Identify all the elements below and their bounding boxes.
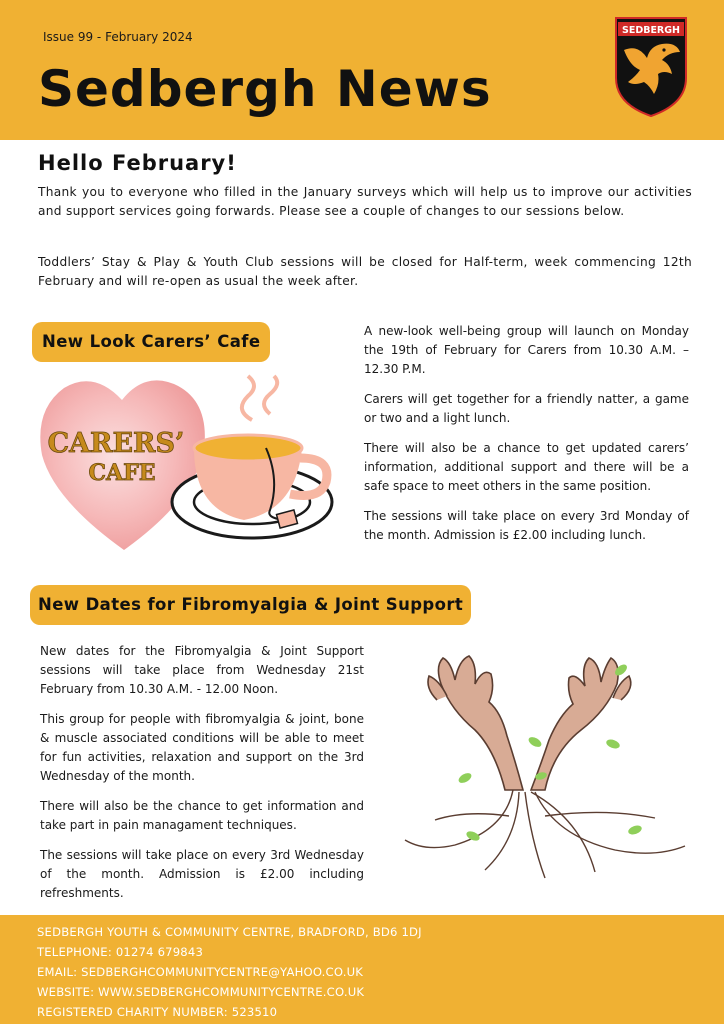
right-hand-icon	[531, 658, 631, 790]
cafe-logo-line1: CARERS’	[47, 428, 185, 459]
footer-banner	[0, 915, 724, 1024]
fibro-paragraph: The sessions will take place on every 3rd Wednesday of the month. Admission is £2.00 including refreshments.	[40, 848, 364, 900]
footer-charity-number: REGISTERED CHARITY NUMBER: 523510	[37, 1005, 278, 1019]
cafe-description	[364, 322, 689, 556]
hands-roots-illustration	[385, 640, 695, 885]
sedbergh-badge-logo	[614, 16, 688, 118]
cafe-paragraph: There will also be a chance to get updated carers’ information, additional support and there will be a safe space to meet others in the same position.	[364, 441, 689, 493]
fibro-paragraph: There will also be the chance to get information and take part in pain managament techniques.	[40, 799, 364, 832]
footer-telephone: TELEPHONE: 01274 679843	[37, 945, 204, 959]
greeting-heading: Hello February!	[38, 151, 237, 175]
footer-address: SEDBERGH YOUTH & COMMUNITY CENTRE, BRADFORD, BD6 1DJ	[37, 925, 422, 939]
fibro-paragraph: New dates for the Fibromyalgia & Joint Support sessions will take place from Wednesday 21st February from 10.30 A.M. - 12.00 Noon.	[40, 644, 364, 696]
cafe-paragraph: The sessions will take place on every 3rd Monday of the month. Admission is £2.00 including lunch.	[364, 509, 689, 542]
carers-cafe-heading: New Look Carers’ Cafe	[32, 322, 270, 362]
header-banner	[0, 0, 724, 140]
footer-email[interactable]: EMAIL: SEDBERGHCOMMUNITYCENTRE@YAHOO.CO.UK	[37, 965, 364, 979]
badge-text: SEDBERGH	[621, 25, 681, 36]
carers-cafe-illustration	[34, 370, 334, 555]
left-hand-icon	[428, 656, 523, 790]
fibromyalgia-description	[40, 642, 364, 914]
cafe-paragraph: Carers will get together for a friendly natter, a game or two and a light lunch.	[364, 392, 689, 425]
fibro-paragraph: This group for people with fibromyalgia & joint, bone & muscle associated conditions will be able to meet for fun activities, relaxation and support on the 3rd Wednesday of the month.	[40, 712, 364, 783]
issue-label: Issue 99 - February 2024	[43, 30, 193, 44]
cafe-logo-line2: CAFE	[88, 460, 156, 486]
cafe-paragraph: A new-look well-being group will launch on Monday the 19th of February for Carers from 10.30 A.M. – 12.30 P.M.	[364, 324, 689, 376]
fibromyalgia-heading: New Dates for Fibromyalgia & Joint Support	[30, 585, 471, 625]
intro-paragraph-2: Toddlers’ Stay & Play & Youth Club sessions will be closed for Half-term, week commencing 12th February and will re-open as usual the week after.	[38, 255, 692, 288]
newsletter-title: Sedbergh News	[38, 60, 492, 118]
roots-icon	[405, 790, 685, 878]
intro-paragraph-1: Thank you to everyone who filled in the January surveys which will help us to improve our activities and support services going forwards. Please see a couple of changes to our sessions below.	[38, 185, 692, 218]
footer-website[interactable]: WEBSITE: WWW.SEDBERGHCOMMUNITYCENTRE.CO.UK	[37, 985, 365, 999]
coffee-cup-icon	[172, 376, 332, 538]
